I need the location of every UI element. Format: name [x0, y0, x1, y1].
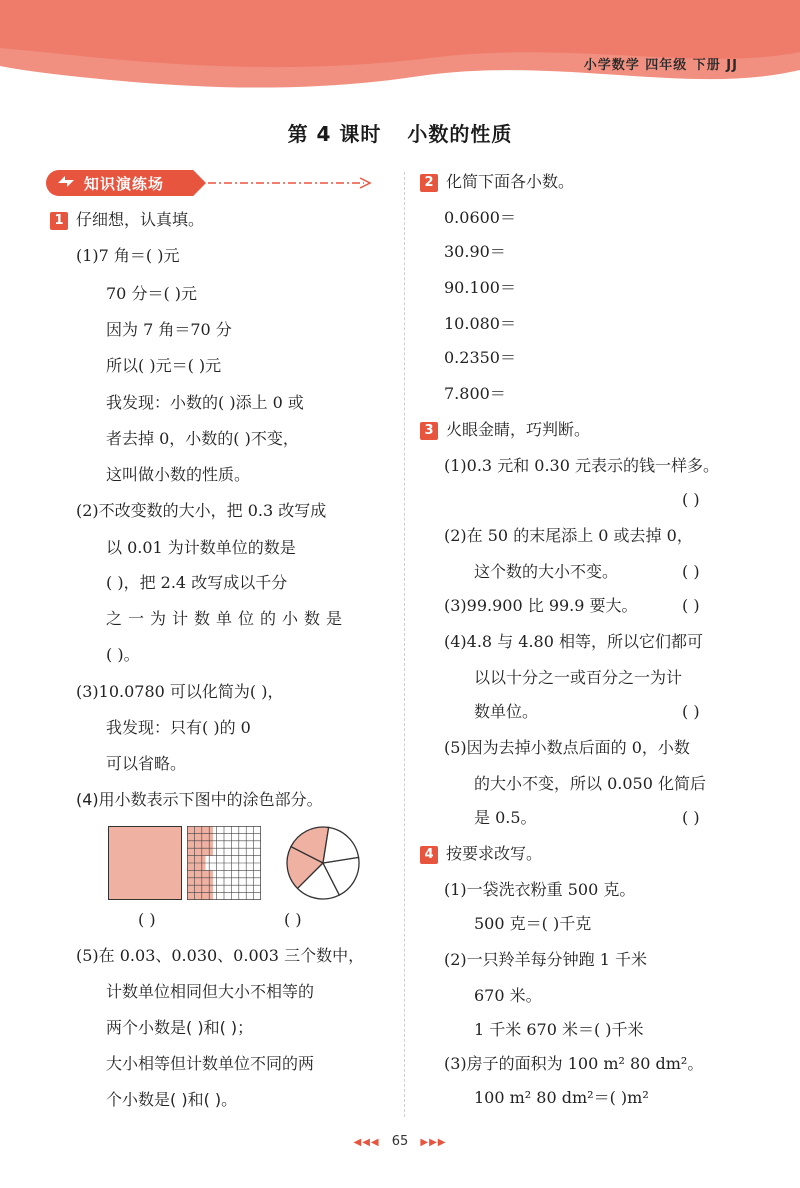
hundred-grid-figure [187, 826, 261, 900]
q1-heading: 1 仔细想，认真填。 [50, 210, 204, 230]
q3-line: 以以十分之一或百分之一为计 [474, 668, 683, 687]
q1-line: 以 0.01 为计数单位的数是 [106, 538, 296, 557]
q2-line: 7.800＝ [444, 384, 506, 403]
q2-line: 90.100＝ [444, 278, 516, 297]
left-arrows-icon: ◀◀◀ [353, 1137, 380, 1148]
q3-line: (1)0.3 元和 0.30 元表示的钱一样多。 [444, 456, 719, 475]
q3-answer-blank: ( ) [682, 562, 700, 581]
q1-line: (4)用小数表示下图中的涂色部分。 [76, 790, 323, 809]
q4-line: 1 千米 670 米＝( )千米 [474, 1020, 644, 1039]
q4-line: 100 m² 80 dm²＝( )m² [474, 1088, 649, 1107]
q3-badge: 3 [420, 422, 438, 440]
q1-line: (5)在 0.03、0.030、0.003 三个数中， [76, 946, 365, 965]
spark-icon [56, 174, 76, 192]
q1-badge: 1 [50, 212, 68, 230]
lesson-topic: 小数的性质 [407, 122, 513, 146]
q2-line: 30.90＝ [444, 242, 506, 261]
q1-line: 个小数是( )和( )。 [106, 1090, 238, 1109]
q2-heading: 2 化简下面各小数。 [420, 172, 574, 192]
q1-line: 者去掉 0，小数的( )不变， [106, 429, 299, 448]
column-divider [404, 172, 405, 1117]
section-banner [46, 170, 206, 196]
pie-slice [323, 827, 359, 863]
answer-blank-grid: ( ) [138, 910, 156, 929]
q1-line: 这叫做小数的性质。 [106, 465, 251, 484]
q4-line: 670 米。 [474, 986, 542, 1005]
page-title [0, 118, 800, 147]
q1-line: 计数单位相同但大小不相等的 [106, 982, 315, 1001]
q3-line: (3)99.900 比 99.9 要大。 [444, 596, 638, 615]
q4-badge: 4 [420, 846, 438, 864]
q3-line: 的大小不变，所以 0.050 化简后 [474, 774, 706, 793]
q1-line: (2)不改变数的大小，把 0.3 改写成 [76, 501, 327, 520]
q3-answer-blank: ( ) [682, 596, 700, 615]
page-number-text: 65 [391, 1134, 409, 1149]
q2-line: 10.080＝ [444, 314, 516, 333]
q2-line: 0.0600＝ [444, 208, 516, 227]
section-banner-label: 知识演练场 [84, 175, 165, 193]
q1-line: 大小相等但计数单位不同的两 [106, 1054, 315, 1073]
q2-line: 0.2350＝ [444, 348, 516, 367]
q1-line: 所以( )元＝( )元 [106, 356, 222, 375]
q4-line: (1)一袋洗衣粉重 500 克。 [444, 880, 636, 899]
right-arrows-icon: ▶▶▶ [420, 1137, 447, 1148]
q4-line: (3)房子的面积为 100 m² 80 dm²。 [444, 1054, 704, 1073]
q1-line: 我发现：小数的( )添上 0 或 [106, 393, 304, 412]
q3-line: 数单位。 [474, 702, 539, 721]
book-info: 小学数学 四年级 下册 JJ [583, 58, 738, 73]
q1-line: 两个小数是( )和( )； [106, 1018, 254, 1037]
q1-line: 我发现：只有( )的 0 [106, 718, 251, 737]
q1-line: 之一为计数单位的小数是 [106, 609, 349, 628]
q2-badge: 2 [420, 174, 438, 192]
q1-line: 因为 7 角＝70 分 [106, 320, 232, 339]
pie-figure [284, 824, 362, 902]
answer-blank-pie: ( ) [284, 910, 302, 929]
q3-answer-blank: ( ) [682, 490, 700, 509]
q4-line: (2)一只羚羊每分钟跑 1 千米 [444, 950, 648, 969]
q4-line: 500 克＝( )千克 [474, 914, 592, 933]
lesson-label: 第 4 课时 [287, 122, 382, 146]
q3-line: 是 0.5。 [474, 808, 537, 827]
q3-heading: 3 火眼金睛，巧判断。 [420, 420, 590, 440]
q4-heading: 4 按要求改写。 [420, 844, 542, 864]
q3-line: (2)在 50 的末尾添上 0 或去掉 0， [444, 526, 693, 545]
q3-line: 这个数的大小不变。 [474, 562, 619, 581]
q1-line: (3)10.0780 可以化简为( )， [76, 682, 284, 701]
shaded-square-figure [108, 826, 182, 900]
q3-answer-blank: ( ) [682, 808, 700, 827]
q1-line: ( )。 [106, 645, 140, 664]
page-number [0, 1134, 800, 1149]
q3-line: (4)4.8 与 4.80 相等，所以它们都可 [444, 632, 703, 651]
dashed-arrow-icon [206, 176, 374, 190]
q1-line: (1)7 角＝( )元 [76, 246, 180, 265]
q3-line: (5)因为去掉小数点后面的 0，小数 [444, 738, 690, 757]
q1-line: 70 分＝( )元 [106, 284, 198, 303]
q3-answer-blank: ( ) [682, 702, 700, 721]
q1-line: 可以省略。 [106, 754, 187, 773]
q1-line: ( )，把 2.4 改写成以千分 [106, 573, 288, 592]
